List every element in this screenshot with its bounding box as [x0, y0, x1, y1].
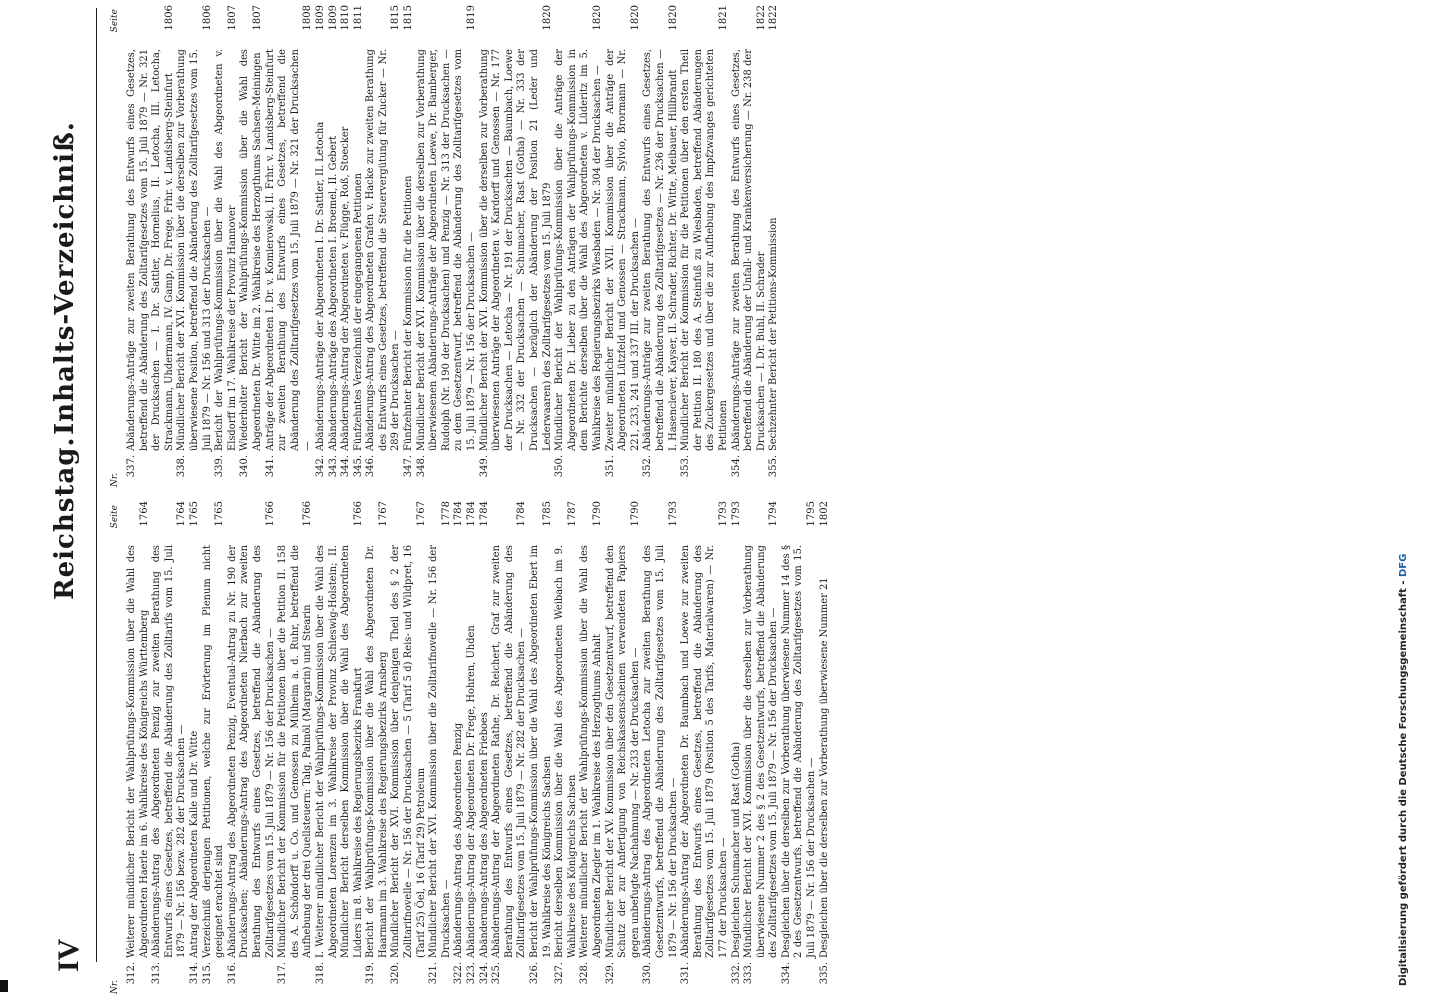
entry-number: 326.	[529, 962, 540, 985]
entry-page: 1778	[440, 501, 452, 527]
entry-number: 317.	[277, 962, 289, 985]
entry-text: Zweiter mündlicher Bericht der XVII. Kommission über die Anträge der Abgeordneten Lützfeld und Genossen — Strackmann, Sylvio, Brormann — Nr. 221, 233, 241 und 337 III. der Drucksachen —	[604, 49, 641, 451]
entry-text: Abänderungs-Anträge zur zweiten Berathung des Entwurfs eines Gesetzes, betreffend die Abänderung der Unfall- und Krankenversicherung — Nr. 238 der Drucksachen — I. Dr. Buhl, II. Schrader	[730, 49, 767, 451]
entry-text: Bericht der Wahlprüfungs-Kommission über die Wahl des Abgeordneten Dr. Haarmann im 3. Wahlkreise des Regierungsbezirks Arnsberg	[365, 545, 389, 958]
stamp-text: Digitalisierung gefördert durch die Deutsche Forschungsgemeinschaft -	[1398, 580, 1409, 986]
entry-text: Abänderungs-Anträge zur zweiten Berathung des Entwurfs eines Gesetzes, betreffend die Abänderung des Zolltarifgesetzes — Nr. 236 der Drucksachen — I. Hasenclever, Kayser, II. Schrader, Richter, Dr. Witte, Meibauer, Hillbrandt	[642, 49, 679, 451]
entry-text: Abänderungs-Anträge zur zweiten Berathung des Entwurfs eines Gesetzes, betreffend die Abänderung des Zolltarifgesetzes vom 15. Juli 1879 — Nr. 321 der Drucksachen — I. Dr. Sattler, Hornelius, II. Letocha, III. Letocha, Strackmann, Uhdermann, IV. Gamp, Dr. Frege, Frhr. v. Landsberg-Steinfurt	[126, 49, 175, 451]
toc-entry	[579, 501, 604, 994]
entry-number: 346.	[365, 455, 377, 478]
entry-text: Sechzehnter Bericht der Petitions-Kommission	[768, 217, 780, 451]
entry-number: 320.	[390, 962, 402, 985]
entry-text: Abänderungs-Antrag der Abgeordneten Dr. Frege, Hohren, Uhden	[466, 625, 478, 958]
seite-label: Seite	[110, 9, 120, 33]
right-column	[110, 5, 781, 487]
entry-text: Fünfzehnter Bericht der Kommission für die Petitionen	[403, 175, 415, 451]
entry-number: 348.	[415, 455, 427, 478]
toc-entry	[605, 501, 643, 994]
entry-text: Abänderungs-Antrag des Abgeordneten Letocha zur zweiten Berathung des Gesetzentwurfs, betreffend die Abänderung des Zolltarifgesetzes vom 15. Juli 1879 — Nr. 156 der Drucksachen —	[642, 545, 679, 958]
entry-text: Mündlicher Bericht der XVI. Kommission über denjenigen Theil des § 2 der Zolltarifnovelle — Nr. 156 der Drucksachen — 5 (Tarif 5 d) Reis- und Wildpret, 16 (Tarif 25) Öel, 16 (Tarif 29) Petroleum	[390, 545, 427, 958]
toc-entry	[126, 501, 151, 994]
toc-entry	[365, 5, 403, 487]
entry-number: 354.	[730, 455, 742, 478]
entry-page: 1766	[264, 501, 276, 527]
entry-text: Mündlicher Bericht der Wahlprüfungs-Kommission über die Anträge der Abgeordneten Dr. Lieber zu den Anträgen der Wahlprüfungs-Kommission in dem Berichte derselben über die Wahl des Abgeordneten v. Lüderitz im 5. Wahlkreise des Regierungsbezirks Wiesbaden — Nr. 304 der Drucksachen —	[554, 49, 603, 451]
toc-entry	[176, 5, 214, 487]
toc-entry	[340, 5, 353, 487]
seite-label: Seite	[110, 505, 120, 529]
digitization-stamp	[1398, 6, 1409, 986]
entry-text: Fünfzehntes Verzeichniß der eingegangenen Petitionen	[352, 173, 364, 451]
toc-entry	[189, 501, 202, 994]
entry-number: 327.	[554, 962, 566, 985]
toc-entry	[479, 501, 492, 994]
left-column	[110, 501, 831, 994]
entry-number: 313.	[151, 962, 163, 985]
toc-entry	[277, 501, 315, 994]
entry-page: 1784	[516, 501, 528, 527]
entry-page: 1793	[667, 501, 679, 527]
entry-page: 1815	[390, 5, 402, 31]
entry-text: Wiederholter Bericht der Wahlprüfungs-Kommission über die Wahl des Abgeordneten Dr. Witte im 2. Wahlkreise des Herzogthums Sachsen-Meiningen	[239, 49, 263, 451]
entry-number: 335.	[818, 962, 830, 985]
entry-page: 1820	[667, 5, 679, 31]
entry-text: Mündlicher Bericht der XVI. Kommission über die derselben zur Vorberathung überwiesene Position, betreffend die Abänderung des Zolltarifgesetzes vom 15. Juli 1879 — Nr. 156 und 313 der Drucksachen —	[176, 49, 213, 451]
entry-page: 1806	[201, 5, 213, 31]
entry-text: Abänderungs-Antrag des Abgeordneten Penzig	[453, 722, 465, 958]
left-column-head	[110, 501, 124, 994]
entry-page: 1808	[302, 5, 314, 31]
entry-page: 1815	[403, 5, 415, 31]
toc-entry	[315, 501, 365, 994]
entry-number: 338.	[176, 455, 188, 478]
entry-number: 330.	[642, 962, 654, 985]
entry-text: Anträge der Abgeordneten I. Dr. v. Komierowski, II. Frhr. v. Landsberg-Steinfurt zur zweiten Berathung des Entwurfs eines Gesetzes, betreffend die Abänderung des Zolltarifgesetzes vom 15. Juli 1879 — Nr. 321 der Drucksachen —	[264, 48, 314, 451]
entry-page: 1784	[478, 501, 490, 527]
publication-title: Reichstag.	[50, 436, 80, 600]
toc-entry	[416, 5, 479, 487]
entry-number: 347.	[403, 455, 415, 478]
entry-number: 332.	[730, 962, 742, 985]
entry-number: 318.	[314, 962, 326, 985]
entry-number: 322.	[453, 962, 465, 985]
entry-text: Abänderungs-Antrag des Abgeordneten Penzig zur zweiten Berathung des Entwurfs eines Gesetzes, betreffend die Abänderung des Zolltarifs vom 15. Juli 1879 — Nr. 156 bezw. 282 der Drucksachen —	[151, 545, 188, 958]
entry-page: 1809	[327, 5, 339, 31]
entry-number: 331.	[680, 962, 692, 985]
entry-text: Weiterer mündlicher Bericht der Wahlprüfungs-Kommission über die Wahl des Abgeordneten Ziegler im 1. Wahlkreise des Herzogthums Anhalt	[579, 545, 603, 958]
page-number-roman: IV	[52, 938, 85, 972]
toc-entry	[428, 501, 453, 994]
entry-page: 1765	[188, 501, 200, 527]
toc-entry	[529, 501, 554, 994]
toc-entry	[479, 5, 555, 487]
entry-number: 328.	[579, 962, 591, 985]
entry-page: 1790	[591, 501, 603, 527]
nr-label: Nr.	[110, 472, 120, 487]
toc-entry	[605, 5, 643, 487]
entry-number: 342.	[314, 455, 326, 478]
entry-number: 340.	[239, 455, 251, 478]
entry-page: 1809	[314, 5, 326, 31]
toc-entry	[554, 501, 579, 994]
toc-entry	[365, 501, 390, 994]
entry-page: 1793	[730, 501, 742, 527]
entry-number: 337.	[126, 455, 137, 478]
entry-text: Verzeichniß derjenigen Petitionen, welche zur Erörterung im Plenum nicht geeignet erachtet sind	[201, 545, 226, 958]
toc-entry	[680, 5, 730, 487]
toc-entry	[353, 5, 366, 487]
entry-page: 1764	[138, 501, 150, 527]
entry-number: 343.	[327, 455, 339, 478]
toc-entry	[554, 5, 604, 487]
toc-entry	[731, 5, 769, 487]
entry-number: 315.	[201, 962, 213, 985]
entry-page: 1807	[251, 5, 263, 31]
entry-number: 333.	[743, 962, 755, 985]
entry-page: 1820	[591, 5, 603, 31]
toc-entry	[680, 501, 730, 994]
toc-entry	[202, 501, 227, 994]
entry-page: 1819	[466, 5, 478, 31]
entry-text: Mündlicher Bericht der XVI. Kommission über die derselben zur Vorberathung überwiesenen Anträge der Abgeordneten v. Kardorff und Genossen — Nr. 177 der Drucksachen — Letocha — Nr. 191 der Drucksachen — Baumbach, Loewe — Nr. 332 der Drucksachen — Schumacher, Rast (Gotha) — Nr. 333 der Drucksachen — bezüglich der Abänderung der Position 21 (Leder und Lederwaaren) des Zolltarifgesetzes vom 15. Juli 1879	[478, 49, 553, 451]
entry-page: 1822	[768, 5, 780, 31]
entry-page: 1810	[340, 5, 352, 31]
entry-number: 344.	[340, 455, 352, 478]
entry-page: 1795	[806, 501, 818, 527]
entry-text: Abänderungs-Anträge der Abgeordneten I. Dr. Sattler, II. Letocha	[314, 121, 326, 451]
entry-number: 352.	[642, 455, 654, 478]
entry-text: Desgleichen über die derselben zur Vorberathung überwiesene Nummer 14 des § 2 des Gesetzentwurfs, betreffend die Abänderung des Zolltarifgesetzes vom 15. Juli 1879 — Nr. 156 der Drucksachen —	[780, 545, 818, 958]
entry-number: 345.	[352, 455, 364, 478]
entry-text: Antrag der Abgeordneten Kalle und Dr. Witte	[188, 730, 200, 958]
entry-page: 1787	[566, 501, 578, 527]
entry-number: 323.	[466, 962, 478, 985]
entry-page: 1793	[717, 501, 729, 527]
entry-page: 1767	[377, 501, 389, 527]
header-rule	[96, 8, 97, 962]
toc-entry	[214, 5, 239, 487]
toc-entry	[453, 501, 466, 994]
toc-entry	[390, 501, 428, 994]
entry-text: Mündlicher Bericht der Kommission für die Petitionen über den ersten Theil der Petition II. 180 des A. Steinfuß zu Wiesbaden, betreffend Abänderungen des Zuckergesetzes und über die zur Aufhebung des Impfzwanges gerichteten Petitionen	[680, 49, 729, 451]
toc-entry	[743, 501, 781, 994]
entry-text: Abänderungs-Antrag des Abgeordneten Frieboes	[478, 712, 490, 958]
entry-text: Bericht der Wahlprüfungs-Kommission über die Wahl des Abgeordneten v. Elsdorff im 17. Wahlkreise der Provinz Hannover	[214, 49, 238, 451]
entry-text: Mündlicher Bericht der XVI. Kommission über die Zolltarifnovelle — Nr. 156 der Drucksachen —	[428, 545, 452, 958]
right-column-head	[110, 5, 124, 487]
entry-number: 312.	[126, 962, 137, 985]
entry-page: 1802	[818, 501, 830, 527]
entry-page: 1806	[163, 5, 175, 31]
entry-text: Bericht der Wahlprüfungs-Kommission über die Wahl des Abgeordneten Ebert im 19. Wahlkreise des Königreichs Sachsen	[529, 545, 553, 958]
entry-text: Mündlicher Bericht der Kommission für die Petitionen über die Petition II. 158 des A. Schöndorff u. Co. und Genossen zu Mülheim a. d. Ruhr, betreffend die Aufhebung der drei Quellsteuern: Talg, Palmöl (Margarin) und Stearin	[277, 545, 314, 958]
entry-text: Abänderungs-Antrag der Abgeordneten v. Flügge, Roß, Stoecker	[340, 126, 352, 451]
section-title: Inhalts-Verzeichniß.	[50, 121, 80, 435]
entry-page: 1822	[755, 5, 767, 31]
entry-number: 350.	[554, 455, 566, 478]
entry-number: 316.	[226, 962, 238, 985]
entry-number: 319.	[365, 962, 377, 985]
entry-page: 1785	[541, 501, 553, 527]
toc-entry	[328, 5, 341, 487]
toc-entry	[265, 5, 315, 487]
entry-page: 1764	[176, 501, 188, 527]
edge-mark	[0, 980, 8, 992]
right-entry-list	[126, 5, 781, 487]
entry-page: 1794	[768, 501, 780, 527]
entry-number: 324.	[478, 962, 490, 985]
toc-entry	[151, 501, 189, 994]
entry-text: Desgleichen über die derselben zur Vorberathung überwiesene Nummer 21	[818, 577, 830, 958]
nr-label: Nr.	[110, 979, 120, 994]
entry-text: Abänderungs-Anträge des Abgeordneten I. Broemel, II. Gebert	[327, 135, 339, 451]
entry-text: Mündlicher Bericht der XVI. Kommission über die derselben zur Vorberathung überwiesene Nummer 2 des § 2 des Gesetzentwurfs, betreffend die Abänderung des Zolltarifgesetzes vom 15. Juli 1879 — Nr. 156 der Drucksachen —	[743, 545, 780, 958]
toc-entry	[466, 501, 479, 994]
entry-page: 1820	[541, 5, 553, 31]
toc-entry	[731, 501, 744, 994]
entry-text: Abänderungs-Antrag der Abgeordneten Dr. Baumbach und Loewe zur zweiten Berathung des Entwurfs eines Gesetzes, betreffend die Abänderung des Zolltarifgesetzes vom 15. Juli 1879 (Position 5 des Tarifs, Materialwaren) — Nr. 177 der Drucksachen —	[680, 545, 729, 958]
toc-entry	[781, 501, 819, 994]
entry-number: 355.	[768, 455, 780, 478]
entry-page: 1790	[629, 501, 641, 527]
entry-number: 349.	[478, 455, 490, 478]
entry-number: 353.	[680, 455, 692, 478]
toc-entry	[239, 5, 264, 487]
toc-entry	[315, 5, 328, 487]
entry-number: 351.	[604, 455, 616, 478]
toc-entry	[819, 501, 832, 994]
entry-page: 1766	[302, 501, 314, 527]
entry-number: 339.	[214, 455, 226, 478]
entry-page: 1811	[352, 5, 364, 31]
entry-text: Mündlicher Bericht der XVI. Kommission über die derselben zur Vorberathung überwiesenen Abänderungs-Anträge der Abgeordneten Loewe, Dr. Bamberger, Rudolph (Nr. 190 der Drucksachen) und Penzig — Nr. 313 der Drucksachen — zu dem Gesetzentwurf, betreffend die Abänderung des Zolltarifgesetzes vom 15. Juli 1879 — Nr. 156 der Drucksachen —	[415, 49, 478, 451]
toc-entry	[642, 501, 680, 994]
entry-page: 1807	[226, 5, 238, 31]
toc-entry	[227, 501, 277, 994]
entry-text: Bericht derselben Kommission über die Wahl des Abgeordneten Weibach im 9. Wahlkreise des Königreichs Sachsen	[554, 545, 578, 958]
entry-number: 321.	[428, 962, 440, 985]
entry-number: 329.	[604, 962, 616, 985]
entry-page: 1784	[466, 501, 478, 527]
entry-page: 1784	[453, 501, 465, 527]
entry-text: Desgleichen Schumacher und Rast (Gotha)	[730, 741, 742, 958]
entry-text: Mündlicher Bericht der XV. Kommission über den Gesetzentwurf, betreffend den Schutz der zur Anfertigung von Reichskassenscheinen verwendeten Papiers gegen unbefugte Nachahmung — Nr. 233 der Drucksachen —	[604, 545, 641, 958]
entry-page: 1765	[214, 501, 226, 527]
toc-entry	[768, 5, 781, 487]
toc-entry	[642, 5, 680, 487]
left-entry-list	[126, 501, 831, 994]
entry-number: 325.	[491, 962, 503, 985]
entry-text: Abänderungs-Antrag der Abgeordneten Rathe, Dr. Reichert, Graf zur zweiten Berathung des Entwurfs eines Gesetzes, betreffend die Abänderung des Zolltarifgesetzes vom 15. Juli 1879 — Nr. 282 der Drucksachen —	[491, 545, 528, 958]
entry-text: I. Weiterer mündlicher Bericht der Wahlprüfungs-Kommission über die Wahl des Abgeordneten Lorenzen im 3. Wahlkreise der Provinz Schleswig-Holstein; II. Mündlicher Bericht derselben Kommission über die Wahl des Abgeordneten Lüders im 8. Wahlkreise des Regierungsbezirks Frankfurt	[314, 545, 364, 958]
toc-entry	[126, 5, 176, 487]
entry-page: 1820	[629, 5, 641, 31]
entry-number: 314.	[188, 962, 200, 985]
entry-page: 1767	[415, 501, 427, 527]
dfg-logo: DFG	[1398, 553, 1409, 577]
toc-entry	[491, 501, 529, 994]
entry-page: 1766	[352, 501, 364, 527]
entry-text: Abänderungs-Antrag des Abgeordneten Penzig, Eventual-Antrag zu Nr. 190 der Drucksachen; Abänderungs-Antrag des Abgeordneten Nierbach zur zweiten Berathung des Entwurfs eines Gesetzes, betreffend die Abänderung des Zolltarifgesetzes vom 15. Juli 1879 — Nr. 156 der Drucksachen —	[226, 545, 276, 958]
entry-number: 341.	[264, 455, 276, 478]
toc-entry	[403, 5, 416, 487]
entry-text: Abänderungs-Antrag des Abgeordneten Grafen v. Hacke zur zweiten Berathung des Entwurfs eines Gesetzes, betreffend die Steuervergütung für Zucker — Nr. 289 der Drucksachen —	[365, 49, 402, 451]
entry-text: Weiterer mündlicher Bericht der Wahlprüfungs-Kommission über die Wahl des Abgeordneten Haerle im 6. Wahlkreise des Königreichs Württemberg	[126, 545, 150, 958]
entry-page: 1821	[717, 5, 729, 31]
entry-number: 334.	[780, 962, 792, 985]
